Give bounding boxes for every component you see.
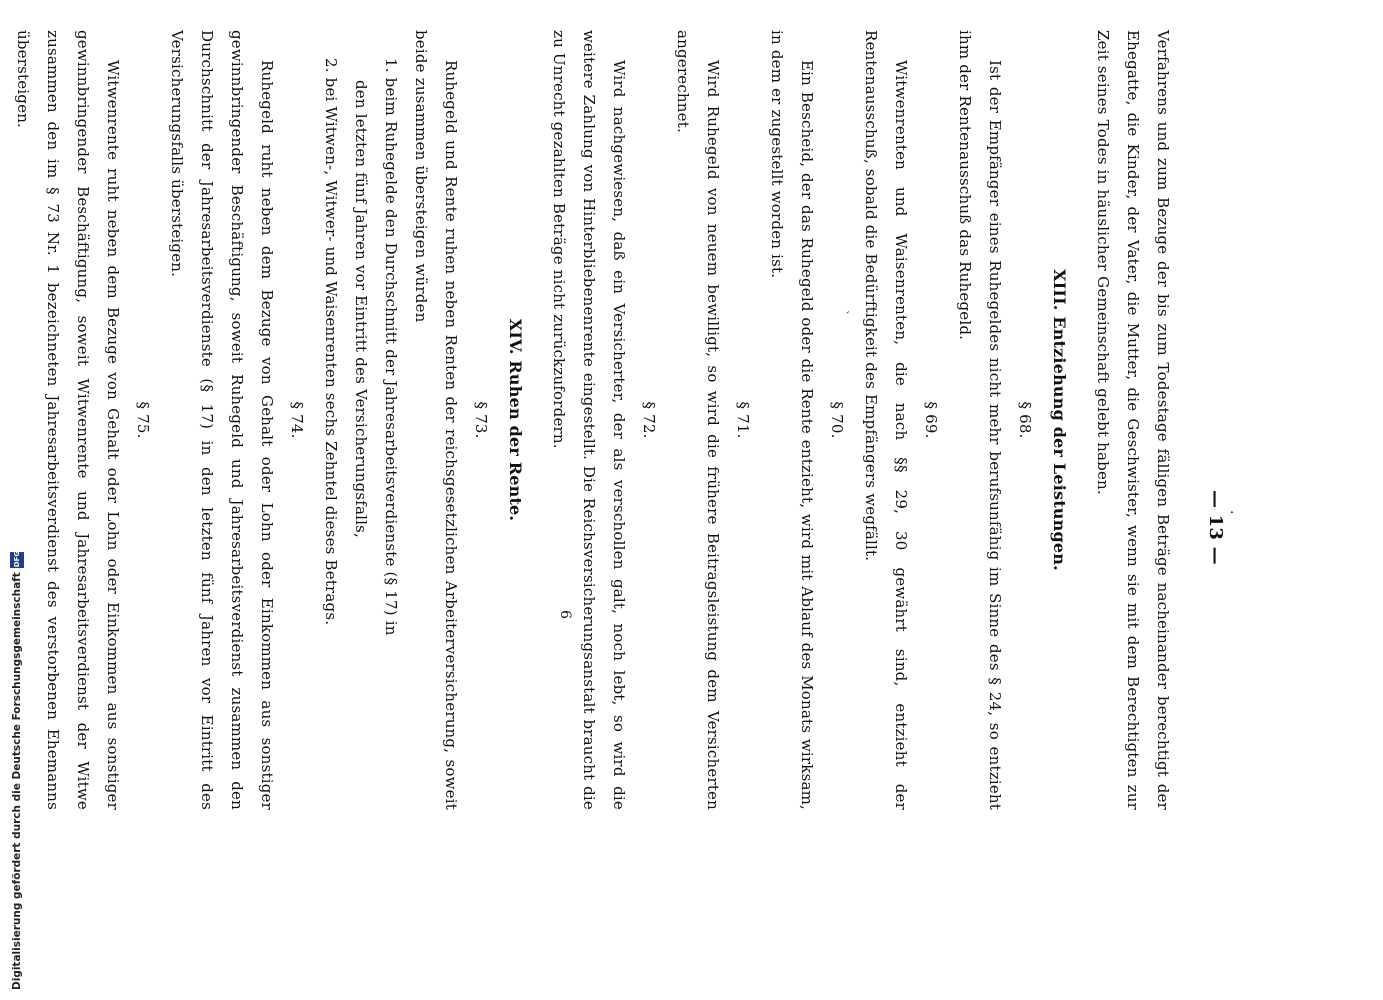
paragraph-69-text: Witwenrenten und Waisenrenten, die nach §§ 29, 30 gewährt sind, entzieht der Rentenausschuß, sobald die Bedürftigkeit des Empfängers wegfällt. (862, 30, 910, 810)
paragraph-73-text: Ruhegeld und Rente ruhen neben Renten der reichsgesetzlichen Arbeiterversicherung, soweit beide zusammen übersteigen würden (412, 30, 460, 810)
page-body (8, 30, 1178, 810)
paragraph-73-list (316, 30, 406, 810)
paragraph-68-text: Ist der Empfänger eines Ruhegeldes nicht mehr berufsunfähig im Sinne des § 24, so entzieht ihm der Rentenausschuß das Ruhegeld. (956, 30, 1004, 810)
paragraph-74-title: § 74. (288, 401, 306, 439)
signature-mark: 6 (557, 610, 573, 620)
header-mark: · (1223, 510, 1239, 515)
paragraph-75-title: § 75. (134, 401, 152, 439)
credit-text: Digitalisierung gefördert durch die Deutsche Forschungsgemeinschaft (11, 572, 23, 990)
paragraph-71-text: Wird Ruhegeld von neuem bewilligt, so wird die frühere Beitragsleistung dem Versicherten angerechnet. (674, 30, 722, 810)
paragraph-70-title: § 70. (828, 401, 846, 439)
section-heading-13: XIII. Entziehung der Leistungen. (1050, 269, 1069, 571)
paragraph-68-title: § 68. (1016, 401, 1034, 439)
list-item: 2. bei Witwen-, Witwer- und Waisenrenten sechs Zehntel dieses Betrags. (322, 58, 340, 626)
paragraph-73-title: § 73. (472, 401, 490, 439)
paragraph-71-title: § 71. (734, 401, 752, 439)
dfg-logo: DFG (10, 552, 24, 568)
list-item-continuation: den letzten fünf Jahren vor Eintritt des Versicherungsfalls, (352, 80, 370, 539)
paragraph-69-title: § 69. (922, 401, 940, 439)
section-heading-14: XIV. Ruhen der Rente. (506, 318, 525, 522)
paragraph-70-text: Ein Bescheid, der das Ruhegeld oder die Rente entzieht, wird mit Ablauf des Monats wirksam, in dem er zugestellt worden ist. (768, 30, 816, 810)
list-item: 1. beim Ruhegelde den Durchschnitt der Jahresarbeitsverdienste (§ 17) in (382, 58, 400, 636)
page-header (1180, 10, 1240, 990)
paragraph-72-text: Wird nachgewiesen, daß ein Versicherter, der als verschollen galt, noch lebt, so wird die weitere Zahlung von Hinterbliebenenrente eingestellt. Die Reichsversicherungsanstalt braucht die zu Unrecht gezahlten Beträge nicht zurückzufordern. (550, 30, 628, 810)
paragraph-74-text: Ruhegeld ruht neben dem Bezuge von Gehalt oder Lohn oder Einkommen aus sonstiger gewinnbringender Beschäftigung, soweit Ruhegeld und Jahresarbeitsverdienst zusammen den Durchschnitt der Jahresarbeitsverdienste (§ 17) in den letzten fünf Jahren vor Eintritt des Versicherungsfalls übersteigen. (168, 30, 276, 810)
scan-speck: ` (836, 310, 850, 317)
paragraph-72-title: § 72. (640, 401, 658, 439)
intro-paragraph: Verfahrens und zum Bezuge der bis zum Todestage fälligen Beträge nacheinander berechtigt der Ehegatte, die Kinder, der Vater, die Mutter, die Geschwister, wenn sie mit dem Berechtigten zur Zeit seines Todes in häuslicher Gemeinschaft gelebt haben. (1094, 30, 1172, 810)
page-number: — 13 — (1205, 490, 1226, 565)
paragraph-75-text: Witwenrente ruht neben dem Bezuge von Gehalt oder Lohn oder Einkommen aus sonstiger gewinnbringender Beschäftigung, soweit Witwenrente und Jahresarbeitsverdienst der Witwe zusammen den im § 73 Nr. 1 bezeichneten Jahresarbeitsverdienst des verstorbenen Ehemanns übersteigen. (14, 30, 122, 810)
